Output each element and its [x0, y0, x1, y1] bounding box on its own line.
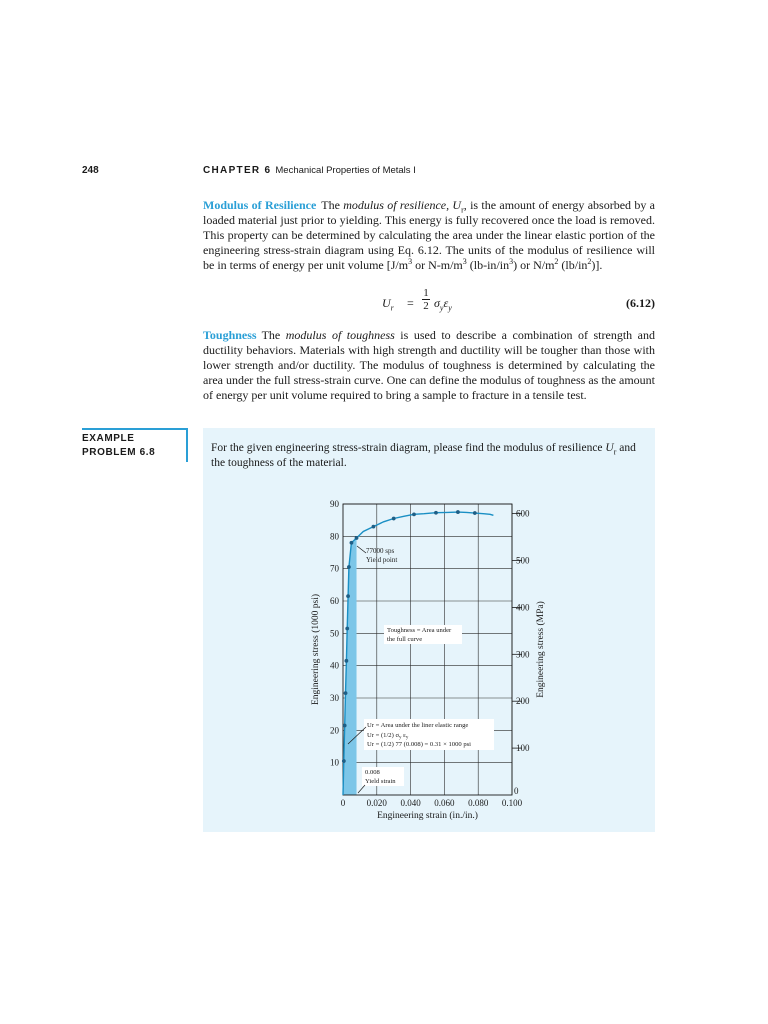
data-point: [412, 512, 416, 516]
tough-text-2: is used to describe a combination of strength and ductility behaviors. Materials with high strength and ductility will be tougher than those with lower strength and/or ductility. The modulus of toughness is determined by calculating the area under the full stress-strain curve. One can define the modulus of toughness as the amount of energy per unit volume required to bring a sample to fracture in a tensile test.: [203, 328, 656, 402]
y-tick-label: 50: [330, 628, 339, 639]
eq-equals: =: [407, 296, 414, 310]
page-number: 248: [82, 165, 99, 176]
example-q-symbol: U: [605, 442, 614, 454]
toughness-label-1: Toughness = Area under: [387, 627, 452, 634]
y2-tick-label: 100: [516, 743, 530, 754]
res-sup-3: 3: [509, 257, 514, 266]
res-text-2: , is the amount of energy absorbed by a loaded material just prior to yielding. This energy is fully recovered once the load is removed. This property can be determined by calculating the area under the linear elastic portion of the engineering stress-strain diagram using Eq. 6.12. The units of the modulus of resilience will be in terms of energy per unit volume [J/m: [203, 198, 655, 272]
example-q-1: For the given engineering stress-strain diagram, please find the modulus of resilience: [211, 442, 606, 454]
res-sup-2: 3: [462, 257, 467, 266]
data-point: [456, 510, 460, 514]
toughness-heading: Toughness: [203, 328, 257, 342]
eq-eps-sub: y: [448, 303, 452, 313]
x-tick-label: 0.060: [434, 798, 455, 808]
y-tick-label: 90: [330, 499, 339, 509]
data-point: [372, 525, 376, 529]
eq-sigma: σ: [434, 296, 440, 310]
x-tick-label: 0.080: [468, 798, 489, 808]
data-point: [344, 659, 348, 663]
strain-label-1: 0.008: [365, 769, 380, 776]
example-label-line1: EXAMPLE: [82, 433, 135, 444]
data-point: [350, 541, 354, 545]
resilience-area: [343, 538, 357, 795]
data-point: [343, 724, 347, 728]
chapter-label: CHAPTER 6: [203, 165, 272, 176]
tough-term: modulus of toughness: [285, 328, 395, 342]
y-tick-label: 70: [330, 563, 339, 574]
res-text-4: (lb-in/in: [466, 258, 510, 272]
resilience-label-3: Ur = (1/2) 77 (0.008) = 0.31 × 1000 psi: [367, 741, 472, 748]
data-point: [345, 627, 349, 631]
yield-label-2: Yield point: [366, 556, 398, 564]
res-text-1: The: [321, 198, 344, 212]
res-sup-1: 3: [408, 257, 413, 266]
toughness-label-2: the full curve: [387, 636, 423, 643]
tough-text-1: The: [261, 328, 286, 342]
data-point: [347, 565, 351, 569]
eq-lhs-sub: r: [390, 303, 394, 313]
res-text-3: or N-m/m: [412, 258, 463, 272]
res-term: modulus of resilience,: [343, 198, 450, 212]
eq-lhs-symbol: U: [382, 296, 391, 310]
res-symbol: U: [452, 198, 462, 212]
y-tick-label: 20: [330, 725, 339, 736]
example-q-2: and the toughness of the material.: [211, 442, 636, 469]
eq-number: (6.12): [626, 296, 655, 310]
x-tick-label: 0.020: [366, 798, 387, 808]
axis-ticks: [512, 514, 522, 748]
yield-label-1: 77000 sps: [366, 547, 395, 555]
y2-origin-label: 0: [514, 786, 519, 796]
resilience-label-2c: ε: [401, 732, 406, 739]
y-tick-label: 80: [330, 531, 339, 542]
data-point: [392, 517, 396, 521]
resilience-label-2a: Ur = (1/2) σ: [367, 732, 399, 739]
y2-tick-label: 400: [516, 602, 530, 613]
resilience-heading: Modulus of Resilience: [203, 198, 317, 212]
example-label-line2: PROBLEM 6.8: [82, 447, 156, 458]
resilience-label-1: Ur = Area under the liner elastic range: [367, 722, 469, 729]
data-point: [355, 536, 359, 540]
y-tick-label: 60: [330, 596, 339, 606]
y-tick-label: 10: [330, 757, 339, 768]
y2-tick-label: 300: [516, 649, 530, 660]
data-point: [346, 594, 350, 598]
resilience-label-2b: y: [399, 735, 402, 741]
data-point: [342, 759, 346, 763]
res-text-7: )].: [591, 258, 603, 272]
x-axis-title: Engineering strain (in./in.): [377, 811, 478, 821]
eq-eps: ε: [443, 296, 449, 310]
x-tick-label: 0.040: [400, 798, 421, 808]
y2-axis-title: Engineering stress (MPa): [536, 601, 546, 698]
y-tick-label: 40: [330, 660, 339, 671]
res-text-5: ) or N/m: [513, 258, 555, 272]
res-sup-4: 2: [554, 257, 559, 266]
res-symbol-sub: r: [461, 205, 464, 215]
annotation-resilience: [348, 719, 494, 750]
res-sup-5: 2: [587, 257, 592, 266]
eq-frac-num: 1: [423, 287, 429, 299]
y-tick-label: 30: [330, 693, 339, 703]
strain-label-2: Yield strain: [365, 778, 396, 785]
y2-tick-label: 500: [516, 555, 530, 566]
annotation-toughness: [384, 625, 462, 644]
data-point: [473, 511, 477, 515]
y2-tick-label: 600: [516, 508, 530, 519]
res-text-6: (lb/in: [558, 258, 588, 272]
resilience-label-2d: y: [405, 735, 409, 741]
chapter-title: Mechanical Properties of Metals I: [275, 165, 416, 176]
y2-tick-label: 200: [516, 696, 530, 707]
data-point: [344, 691, 348, 695]
y-axis-title: Engineering stress (1000 psi): [311, 593, 321, 706]
example-q-sub: r: [613, 447, 617, 457]
data-point: [434, 511, 438, 515]
eq-sigma-sub: y: [439, 303, 444, 313]
x-origin-label: 0: [340, 798, 346, 808]
x-tick-label: 0.100: [501, 798, 523, 808]
eq-frac-den: 2: [423, 300, 429, 312]
